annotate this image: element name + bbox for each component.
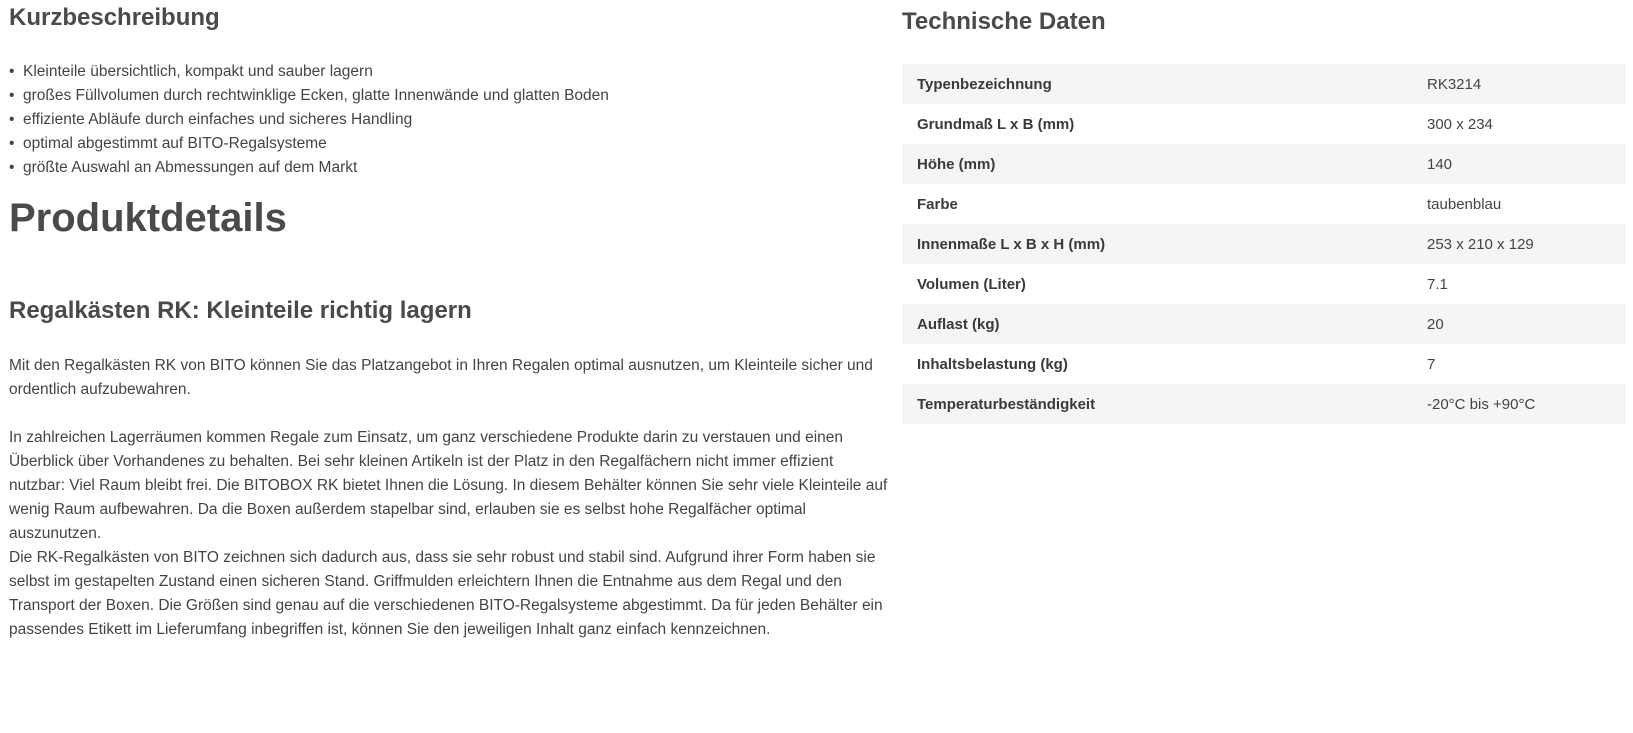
bullet-icon: • (9, 63, 15, 80)
spec-value: 300 x 234 (1427, 115, 1493, 133)
table-row (902, 64, 1626, 104)
spec-value: 7 (1427, 355, 1436, 373)
product-paragraph: Die RK-Regalkästen von BITO zeichnen sich dadurch aus, dass sie sehr robust und stabil sind. Aufgrund ihrer Form haben sie selbst im gestapelten Zustand einen sicheren Stand. Griffmulden erleichtern Ihnen die Entnahme aus dem Regal und den Transport der Boxen. Die Größen sind genau auf die verschiedenen BITO-Regalsysteme abgestimmt. Da für jeden Behälter ein passendes Etikett im Lieferumfang inbegriffen ist, können Sie den jeweiligen Inhalt ganz einfach kennzeichnen. (9, 549, 883, 638)
technical-data-heading: Technische Daten (902, 8, 1106, 35)
spec-label: Innenmaße L x B x H (mm) (902, 224, 1427, 264)
product-paragraph: In zahlreichen Lagerräumen kommen Regale zum Einsatz, um ganz verschiedene Produkte darin zu verstauen und einen Überblick über Vorhandenes zu behalten. Bei sehr kleinen Artikeln ist der Platz in den Regalfächern nicht immer effizient nutzbar: Viel Raum bleibt frei. Die BITOBOX RK bietet Ihnen die Lösung. In diesem Behälter können Sie sehr viele Kleinteile auf wenig Raum aufbewahren. Da die Boxen außerdem stapelbar sind, erlauben sie es selbst hohe Regalfächer optimal auszunutzen. (9, 429, 888, 542)
list-item-text: größte Auswahl an Abmessungen auf dem Markt (23, 159, 358, 176)
technical-data-table (902, 64, 1626, 424)
spec-value: 20 (1427, 304, 1626, 344)
short-description-heading: Kurzbeschreibung (9, 4, 220, 31)
list-item-text: effiziente Abläufe durch einfaches und sicheres Handling (23, 111, 413, 128)
product-paragraph: Mit den Regalkästen RK von BITO können Sie das Platzangebot in Ihren Regalen optimal ausnutzen, um Kleinteile sicher und ordentlich aufzubewahren. (9, 357, 873, 398)
list-item (9, 60, 609, 84)
bullet-icon: • (9, 159, 15, 176)
table-row (902, 184, 1626, 224)
list-item (9, 156, 609, 180)
spec-value: 140 (1427, 144, 1626, 184)
spec-value: -20°C bis +90°C (1427, 384, 1626, 424)
spec-label: Volumen (Liter) (917, 275, 1026, 293)
spec-value: RK3214 (1427, 64, 1626, 104)
product-details-subheading: Regalkästen RK: Kleinteile richtig lagern (9, 297, 472, 324)
table-row (902, 344, 1626, 384)
list-item (9, 132, 609, 156)
table-row (902, 384, 1626, 424)
list-item-text: Kleinteile übersichtlich, kompakt und sauber lagern (23, 63, 373, 80)
bullet-icon: • (9, 135, 15, 152)
product-details-heading: Produktdetails (9, 196, 287, 240)
table-row (902, 104, 1626, 144)
spec-value: 253 x 210 x 129 (1427, 224, 1626, 264)
spec-value: 7.1 (1427, 275, 1448, 293)
table-row (902, 144, 1626, 184)
short-description-list (9, 60, 609, 180)
list-item-text: großes Füllvolumen durch rechtwinklige Ecken, glatte Innenwände und glatten Boden (23, 87, 609, 104)
table-row (902, 264, 1626, 304)
list-item (9, 108, 609, 132)
spec-label: Inhaltsbelastung (kg) (917, 355, 1068, 373)
table-row (902, 224, 1626, 264)
table-row (902, 304, 1626, 344)
list-item (9, 84, 609, 108)
bullet-icon: • (9, 111, 15, 128)
spec-value: taubenblau (1427, 195, 1502, 213)
spec-label: Auflast (kg) (902, 304, 1427, 344)
spec-label: Grundmaß L x B (mm) (917, 115, 1075, 133)
spec-label: Typenbezeichnung (902, 64, 1427, 104)
spec-label: Temperaturbeständigkeit (902, 384, 1427, 424)
list-item-text: optimal abgestimmt auf BITO-Regalsysteme (23, 135, 327, 152)
spec-label: Farbe (917, 195, 958, 213)
spec-label: Höhe (mm) (902, 144, 1427, 184)
bullet-icon: • (9, 87, 15, 104)
